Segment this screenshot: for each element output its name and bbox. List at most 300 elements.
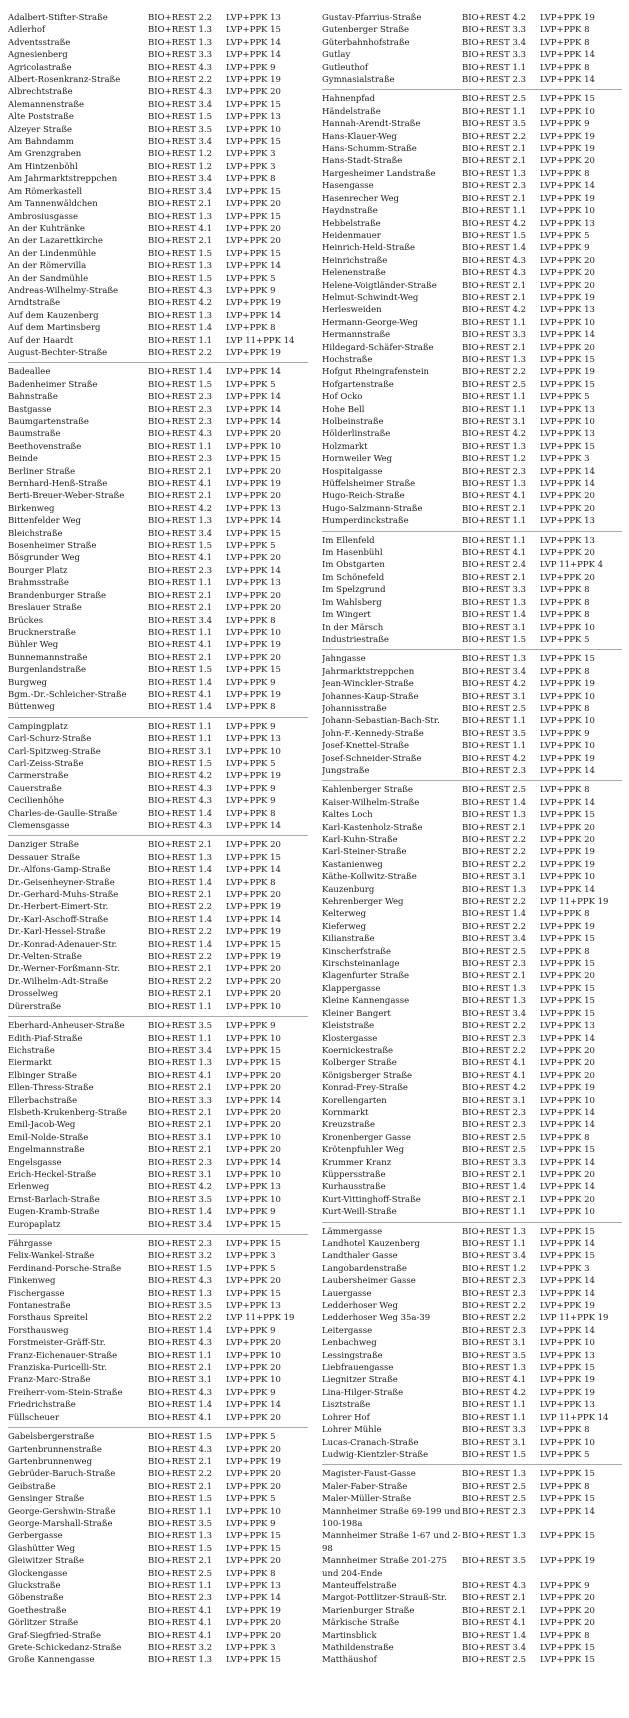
street-row <box>8 478 308 490</box>
bio-rest-code: BIO+REST 2.1 <box>462 1593 527 1604</box>
lvp-ppk-code: LVP+PPK 14 <box>540 330 595 341</box>
letter-group <box>8 1427 308 1667</box>
lvp-ppk-code: LVP+PPK 20 <box>226 1618 281 1629</box>
street-name: Elbinger Straße <box>8 1070 77 1081</box>
bio-rest-code: BIO+REST 2.3 <box>462 1107 527 1118</box>
lvp-ppk-code: LVP+PPK 10 <box>540 206 595 217</box>
street-name: Clemensgasse <box>8 821 70 831</box>
lvp-ppk-code: LVP+PPK 5 <box>540 230 590 241</box>
bio-rest-code: BIO+REST 1.2 <box>148 161 213 172</box>
bio-rest-code: BIO+REST 4.1 <box>148 640 213 651</box>
bio-rest-code: BIO+REST 4.1 <box>462 1058 527 1069</box>
lvp-ppk-code: LVP+PPK 8 <box>226 323 276 334</box>
bio-rest-code: BIO+REST 1.3 <box>462 1226 527 1237</box>
street-name: Ernst-Barlach-Straße <box>8 1194 100 1205</box>
street-row <box>322 1468 622 1480</box>
lvp-ppk-code: LVP+PPK 10 <box>226 1506 281 1517</box>
bio-rest-code: BIO+REST 1.1 <box>148 1350 213 1361</box>
lvp-ppk-code: LVP+PPK 10 <box>226 746 281 757</box>
bio-rest-code: BIO+REST 2.3 <box>462 1120 527 1131</box>
bio-rest-code: BIO+REST 1.5 <box>462 634 527 645</box>
street-row <box>8 733 308 745</box>
street-row <box>322 653 622 665</box>
bio-rest-code: BIO+REST 2.2 <box>462 1301 527 1312</box>
street-row <box>8 783 308 795</box>
bio-rest-code: BIO+REST 1.2 <box>148 149 213 160</box>
lvp-ppk-code: LVP+PPK 19 <box>226 640 281 651</box>
bio-rest-code: BIO+REST 2.1 <box>148 1556 213 1567</box>
bio-rest-code: BIO+REST 2.3 <box>148 404 213 415</box>
street-row <box>8 1350 308 1362</box>
street-row <box>322 715 622 727</box>
street-row <box>8 1493 308 1505</box>
street-name: Klappergasse <box>322 983 381 994</box>
street-row <box>322 691 622 703</box>
street-row <box>8 99 308 111</box>
lvp-ppk-code: LVP+PPK 19 <box>540 367 595 378</box>
street-row <box>8 901 308 913</box>
lvp-ppk-code: LVP+PPK 20 <box>226 1556 281 1567</box>
street-name: Kreuzstraße <box>322 1120 376 1131</box>
street-name: Jahngasse <box>322 654 366 665</box>
street-name: Gartenbrunnenstraße <box>8 1444 102 1455</box>
street-row <box>322 1493 622 1505</box>
lvp-ppk-code: LVP+PPK 5 <box>226 758 276 769</box>
street-name: Dessauer Straße <box>8 852 80 863</box>
street-name: Hasengasse <box>322 181 374 192</box>
bio-rest-code: BIO+REST 3.5 <box>462 728 527 739</box>
bio-rest-code: BIO+REST 4.3 <box>148 62 213 73</box>
lvp-ppk-code: LVP+PPK 14 <box>540 1120 595 1131</box>
street-row <box>8 1070 308 1082</box>
street-row <box>8 864 308 876</box>
lvp-ppk-code: LVP+PPK 8 <box>540 585 590 596</box>
street-name: Johann-Sebastian-Bach-Str. <box>322 716 440 727</box>
lvp-ppk-code: LVP+PPK 19 <box>226 902 281 913</box>
lvp-ppk-code: LVP+PPK 20 <box>226 1107 281 1118</box>
street-name: Dürerstraße <box>8 1001 62 1012</box>
bio-rest-code: BIO+REST 1.3 <box>462 996 527 1007</box>
lvp-ppk-code: LVP+PPK 14 <box>226 1593 281 1604</box>
street-row <box>322 441 622 453</box>
street-row <box>8 889 308 901</box>
street-name: Maler-Faber-Straße <box>322 1481 408 1492</box>
bio-rest-code: BIO+REST 3.2 <box>148 1643 213 1653</box>
street-name: Gartenbrunnenweg <box>8 1456 93 1467</box>
bio-rest-code: BIO+REST 1.3 <box>462 597 527 608</box>
street-row <box>322 609 622 621</box>
lvp-ppk-code: LVP+PPK 20 <box>540 1169 595 1180</box>
street-name: Gensinger Straße <box>8 1494 85 1505</box>
street-name: Hofgartenstraße <box>322 379 394 390</box>
street-name: Ferdinand-Porsche-Straße <box>8 1263 122 1274</box>
lvp-ppk-code: LVP+PPK 19 <box>540 193 595 204</box>
street-name: Lina-Hilger-Straße <box>322 1387 404 1398</box>
lvp-ppk-code: LVP+PPK 8 <box>226 615 276 626</box>
lvp-ppk-code: LVP+PPK 20 <box>226 223 281 234</box>
bio-rest-code: BIO+REST 4.1 <box>462 1070 527 1081</box>
street-name: Humperdinckstraße <box>322 516 409 527</box>
street-name: Adalbert-Stifter-Straße <box>8 13 108 23</box>
lvp-ppk-code: LVP+PPK 13 <box>226 503 281 514</box>
street-name: Jahrmarktstreppchen <box>322 666 415 677</box>
street-row <box>322 822 622 834</box>
street-name: Kolberger Straße <box>322 1058 397 1069</box>
bio-rest-code: BIO+REST 1.1 <box>462 1239 527 1249</box>
bio-rest-code: BIO+REST 1.1 <box>148 627 213 638</box>
bio-rest-code: BIO+REST 2.1 <box>148 890 213 901</box>
bio-rest-code: BIO+REST 1.5 <box>148 273 213 284</box>
bio-rest-code: BIO+REST 4.3 <box>148 1338 213 1349</box>
street-row <box>8 1468 308 1480</box>
street-name: Grete-Schickedanz-Straße <box>8 1643 122 1653</box>
bio-rest-code: BIO+REST 3.3 <box>462 1157 527 1168</box>
street-row <box>322 666 622 678</box>
street-name: Adlerhof <box>8 25 46 36</box>
lvp-ppk-code: LVP+PPK 14 <box>226 37 281 48</box>
street-name: Eugen-Kramb-Straße <box>8 1207 100 1218</box>
bio-rest-code: BIO+REST 3.1 <box>148 746 213 757</box>
street-name: Helmut-Schwindt-Weg <box>322 292 419 303</box>
street-name: George-Marshall-Straße <box>8 1518 113 1529</box>
street-row <box>322 1169 622 1181</box>
street-row <box>8 248 308 260</box>
lvp-ppk-code: LVP+PPK 10 <box>226 1001 281 1012</box>
street-row <box>322 280 622 292</box>
street-name: Herlesweiden <box>322 305 382 316</box>
lvp-ppk-code: LVP+PPK 20 <box>226 429 281 440</box>
bio-rest-code: BIO+REST 1.4 <box>462 909 527 920</box>
bio-rest-code: BIO+REST 2.3 <box>462 1506 527 1517</box>
lvp-ppk-code: LVP+PPK 20 <box>540 491 595 502</box>
lvp-ppk-code: LVP+PPK 15 <box>226 1655 281 1666</box>
bio-rest-code: BIO+REST 3.4 <box>462 666 527 677</box>
bio-rest-code: BIO+REST 2.2 <box>148 347 213 358</box>
street-row <box>322 1263 622 1275</box>
street-row <box>8 124 308 136</box>
street-row <box>8 1530 308 1542</box>
bio-rest-code: BIO+REST 1.5 <box>148 541 213 552</box>
bio-rest-code: BIO+REST 1.5 <box>148 248 213 259</box>
bio-rest-code: BIO+REST 3.1 <box>462 417 527 427</box>
street-row <box>322 784 622 796</box>
street-row <box>8 37 308 49</box>
street-row <box>322 168 622 180</box>
street-row <box>8 1119 308 1131</box>
street-row <box>8 976 308 988</box>
lvp-ppk-code: LVP+PPK 20 <box>226 1276 281 1287</box>
street-name: Mannheimer Straße 69-199 und 100-198a <box>322 1506 461 1529</box>
street-name: Johannisstraße <box>322 703 387 714</box>
bio-rest-code: BIO+REST 3.2 <box>148 1251 213 1262</box>
lvp-ppk-code: LVP+PPK 20 <box>226 590 281 601</box>
bio-rest-code: BIO+REST 4.3 <box>148 87 213 98</box>
bio-rest-code: BIO+REST 2.2 <box>462 1045 527 1056</box>
lvp-ppk-code: LVP+PPK 14 <box>540 765 595 776</box>
lvp-ppk-code: LVP+PPK 20 <box>540 156 595 167</box>
lvp-ppk-code: LVP+PPK 13 <box>540 1350 595 1361</box>
bio-rest-code: BIO+REST 2.1 <box>148 1120 213 1131</box>
lvp-ppk-code: LVP+PPK 5 <box>226 541 276 552</box>
bio-rest-code: BIO+REST 2.3 <box>148 417 213 427</box>
street-row <box>322 1238 622 1250</box>
street-name: Burgenlandstraße <box>8 665 87 676</box>
lvp-ppk-code: LVP+PPK 5 <box>226 1494 276 1505</box>
street-row <box>8 490 308 502</box>
lvp-ppk-code: LVP+PPK 8 <box>540 597 590 608</box>
street-name: Hermann-George-Weg <box>322 317 418 328</box>
street-name: Ledderhoser Weg <box>322 1301 398 1312</box>
bio-rest-code: BIO+REST 1.4 <box>148 367 213 378</box>
street-row <box>8 1617 308 1629</box>
street-name: George-Gershwin-Straße <box>8 1506 116 1517</box>
street-name: Jean-Winckler-Straße <box>322 679 414 690</box>
lvp-ppk-code: LVP+PPK 20 <box>226 964 281 975</box>
street-row <box>322 1617 622 1629</box>
lvp-ppk-code: LVP+PPK 19 <box>540 847 595 858</box>
lvp-ppk-code: LVP+PPK 8 <box>540 703 590 714</box>
lvp-ppk-code: LVP+PPK 20 <box>540 1058 595 1069</box>
street-name: Fischergasse <box>8 1288 65 1299</box>
street-name: Engelmannstraße <box>8 1145 85 1156</box>
street-row <box>322 1437 622 1449</box>
street-name: Kaltes Loch <box>322 810 373 821</box>
lvp-ppk-code: LVP+PPK 13 <box>540 535 595 546</box>
lvp-ppk-code: LVP+PPK 14 <box>226 50 281 61</box>
street-name: Hüffelsheimer Straße <box>322 479 416 490</box>
street-row <box>322 1605 622 1617</box>
street-name: Hebbelstraße <box>322 218 381 229</box>
street-name: Hof Ocko <box>322 392 363 403</box>
street-row <box>8 1001 308 1013</box>
street-name: Bernhard-Henß-Straße <box>8 479 108 490</box>
street-row <box>322 106 622 118</box>
street-name: Karl-Steiner-Straße <box>322 847 407 858</box>
lvp-ppk-code: LVP+PPK 15 <box>540 1655 595 1666</box>
street-row <box>8 49 308 61</box>
lvp-ppk-code: LVP+PPK 13 <box>540 1021 595 1032</box>
lvp-ppk-code: LVP+PPK 14 <box>540 479 595 490</box>
bio-rest-code: BIO+REST 2.3 <box>148 392 213 403</box>
lvp-ppk-code: LVP+PPK 15 <box>540 1494 595 1505</box>
street-name: Am Römerkastell <box>8 186 83 197</box>
bio-rest-code: BIO+REST 1.5 <box>148 1494 213 1505</box>
street-name: Im Spelzgrund <box>322 585 386 596</box>
lvp-ppk-code: LVP+PPK 3 <box>226 1251 276 1262</box>
street-row <box>322 230 622 242</box>
bio-rest-code: BIO+REST 3.4 <box>462 1008 527 1019</box>
street-name: Lisztstraße <box>322 1400 371 1411</box>
lvp-ppk-code: LVP+PPK 20 <box>226 1363 281 1374</box>
street-row <box>8 1263 308 1275</box>
lvp-ppk-code: LVP+PPK 9 <box>226 796 276 807</box>
street-name: Berti-Breuer-Weber-Straße <box>8 491 125 502</box>
bio-rest-code: BIO+REST 4.1 <box>462 1375 527 1386</box>
street-name: Dr.-Alfons-Gamp-Straße <box>8 865 111 876</box>
bio-rest-code: BIO+REST 3.1 <box>148 1132 213 1143</box>
street-name: Danziger Straße <box>8 840 79 851</box>
lvp-ppk-code: LVP+PPK 15 <box>226 665 281 676</box>
bio-rest-code: BIO+REST 3.1 <box>462 1338 527 1349</box>
street-row <box>322 1045 622 1057</box>
street-row <box>322 1181 622 1193</box>
street-name: Hornweiler Weg <box>322 454 393 465</box>
lvp-ppk-code: LVP+PPK 15 <box>226 1288 281 1299</box>
lvp-ppk-code: LVP+PPK 19 <box>540 13 595 23</box>
bio-rest-code: BIO+REST 2.3 <box>462 75 527 86</box>
bio-rest-code: BIO+REST 2.3 <box>148 454 213 465</box>
lvp-ppk-code: LVP+PPK 13 <box>226 1182 281 1193</box>
street-name: An der Römervilla <box>8 261 87 272</box>
lvp-ppk-code: LVP+PPK 10 <box>226 627 281 638</box>
street-row <box>8 1431 308 1443</box>
street-row <box>322 478 622 490</box>
bio-rest-code: BIO+REST 4.3 <box>148 796 213 807</box>
street-name: Auf dem Kauzenberg <box>8 310 99 321</box>
street-row <box>8 347 308 359</box>
street-name: An der Lindenmühle <box>8 248 97 259</box>
street-row <box>8 86 308 98</box>
bio-rest-code: BIO+REST 4.1 <box>462 491 527 502</box>
lvp-ppk-code: LVP+PPK 20 <box>226 1070 281 1081</box>
bio-rest-code: BIO+REST 1.3 <box>148 310 213 321</box>
street-name: Emil-Jacob-Weg <box>8 1120 76 1131</box>
lvp-ppk-code: LVP+PPK 20 <box>540 971 595 982</box>
bio-rest-code: BIO+REST 1.4 <box>148 323 213 334</box>
street-name: Ambrosiusgasse <box>8 211 79 222</box>
lvp-ppk-code: LVP+PPK 10 <box>540 1437 595 1448</box>
street-row <box>8 808 308 820</box>
street-name: Alzeyer Straße <box>8 124 73 135</box>
street-row <box>322 1555 622 1580</box>
lvp-ppk-code: LVP+PPK 15 <box>540 1363 595 1374</box>
lvp-ppk-code: LVP+PPK 9 <box>226 62 276 73</box>
bio-rest-code: BIO+REST 2.1 <box>148 840 213 851</box>
street-row <box>8 466 308 478</box>
lvp-ppk-code: LVP+PPK 5 <box>540 1449 590 1460</box>
lvp-ppk-code: LVP+PPK 15 <box>540 810 595 821</box>
lvp-ppk-code: LVP+PPK 20 <box>226 1083 281 1094</box>
lvp-ppk-code: LVP+PPK 10 <box>540 741 595 752</box>
street-row <box>8 1288 308 1300</box>
street-row <box>8 62 308 74</box>
street-row <box>322 1399 622 1411</box>
bio-rest-code: BIO+REST 2.2 <box>148 952 213 963</box>
street-name: Josef-Knettel-Straße <box>322 741 410 752</box>
lvp-ppk-code: LVP+PPK 9 <box>226 1207 276 1218</box>
lvp-ppk-code: LVP+PPK 20 <box>540 572 595 583</box>
lvp-ppk-code: LVP+PPK 9 <box>540 243 590 254</box>
street-name: Forsthausweg <box>8 1325 69 1336</box>
lvp-ppk-code: LVP+PPK 15 <box>226 186 281 197</box>
lvp-ppk-code: LVP+PPK 20 <box>540 1194 595 1205</box>
lvp-ppk-code: LVP+PPK 3 <box>540 454 590 465</box>
street-row <box>322 1374 622 1386</box>
street-name: Büttenweg <box>8 702 55 713</box>
bio-rest-code: BIO+REST 1.3 <box>462 168 527 179</box>
street-name: Andreas-Wilhelmy-Straße <box>8 285 119 296</box>
lvp-ppk-code: LVP+PPK 20 <box>226 840 281 851</box>
bio-rest-code: BIO+REST 4.1 <box>148 1412 213 1423</box>
street-name: Hans-Klauer-Weg <box>322 131 397 142</box>
lvp-ppk-code: LVP+PPK 19 <box>540 859 595 870</box>
bio-rest-code: BIO+REST 2.1 <box>148 466 213 477</box>
bio-rest-code: BIO+REST 3.3 <box>148 50 213 61</box>
lvp-ppk-code: LVP+PPK 9 <box>226 1387 276 1398</box>
street-row <box>8 1630 308 1642</box>
street-name: Holzmarkt <box>322 441 368 452</box>
bio-rest-code: BIO+REST 4.2 <box>462 1083 527 1094</box>
lvp-ppk-code: LVP+PPK 10 <box>540 317 595 328</box>
lvp-ppk-code: LVP+PPK 20 <box>226 491 281 502</box>
letter-group <box>322 1222 622 1462</box>
street-row <box>8 1300 308 1312</box>
bio-rest-code: BIO+REST 4.3 <box>148 1387 213 1398</box>
lvp-ppk-code: LVP+PPK 15 <box>226 1058 281 1069</box>
lvp-ppk-code: LVP 11+PPK 4 <box>540 560 604 571</box>
street-row <box>8 1387 308 1399</box>
street-name: Lohrer Mühle <box>322 1425 382 1436</box>
lvp-ppk-code: LVP+PPK 5 <box>540 634 590 645</box>
street-name: Carl-Spitzweg-Straße <box>8 746 101 757</box>
street-row <box>322 678 622 690</box>
street-name: Lauergasse <box>322 1288 372 1299</box>
street-row <box>322 1206 622 1218</box>
letter-group <box>8 1234 308 1424</box>
lvp-ppk-code: LVP+PPK 10 <box>540 417 595 427</box>
street-row <box>322 535 622 547</box>
bio-rest-code: BIO+REST 2.2 <box>148 976 213 987</box>
bio-rest-code: BIO+REST 3.4 <box>462 934 527 945</box>
bio-rest-code: BIO+REST 3.4 <box>462 37 527 48</box>
street-row <box>322 859 622 871</box>
street-row <box>8 746 308 758</box>
street-row <box>8 877 308 889</box>
lvp-ppk-code: LVP+PPK 20 <box>540 342 595 353</box>
bio-rest-code: BIO+REST 4.1 <box>148 1605 213 1616</box>
street-name: August-Bechter-Straße <box>8 347 108 358</box>
lvp-ppk-code: LVP+PPK 14 <box>540 797 595 808</box>
street-name: Im Hasenbühl <box>322 548 383 559</box>
street-name: Mannheimer Straße 1-67 und 2-98 <box>322 1531 461 1554</box>
bio-rest-code: BIO+REST 3.1 <box>462 691 527 702</box>
street-name: Kinscherfstraße <box>322 946 391 957</box>
bio-rest-code: BIO+REST 3.5 <box>462 1350 527 1361</box>
street-name: Margot-Pottlitzer-Strauß-Str. <box>322 1593 447 1604</box>
street-name: Kelterweg <box>322 909 367 920</box>
lvp-ppk-code: LVP+PPK 10 <box>540 622 595 633</box>
lvp-ppk-code: LVP+PPK 14 <box>226 821 281 831</box>
lvp-ppk-code: LVP+PPK 19 <box>540 144 595 155</box>
street-row <box>8 503 308 515</box>
lvp-ppk-code: LVP+PPK 14 <box>540 75 595 86</box>
bio-rest-code: BIO+REST 4.2 <box>148 771 213 782</box>
bio-rest-code: BIO+REST 1.3 <box>148 1655 213 1666</box>
street-name: Industriestraße <box>322 634 389 645</box>
bio-rest-code: BIO+REST 1.4 <box>148 865 213 876</box>
bio-rest-code: BIO+REST 2.2 <box>462 835 527 845</box>
bio-rest-code: BIO+REST 3.5 <box>148 1301 213 1312</box>
lvp-ppk-code: LVP+PPK 15 <box>226 1531 281 1542</box>
lvp-ppk-code: LVP+PPK 14 <box>540 1239 595 1249</box>
left-column <box>8 12 308 1667</box>
street-row <box>8 285 308 297</box>
bio-rest-code: BIO+REST 1.1 <box>148 1033 213 1044</box>
bio-rest-code: BIO+REST 1.4 <box>148 808 213 819</box>
bio-rest-code: BIO+REST 4.3 <box>462 255 527 266</box>
bio-rest-code: BIO+REST 2.1 <box>462 280 527 291</box>
bio-rest-code: BIO+REST 3.1 <box>148 1375 213 1386</box>
